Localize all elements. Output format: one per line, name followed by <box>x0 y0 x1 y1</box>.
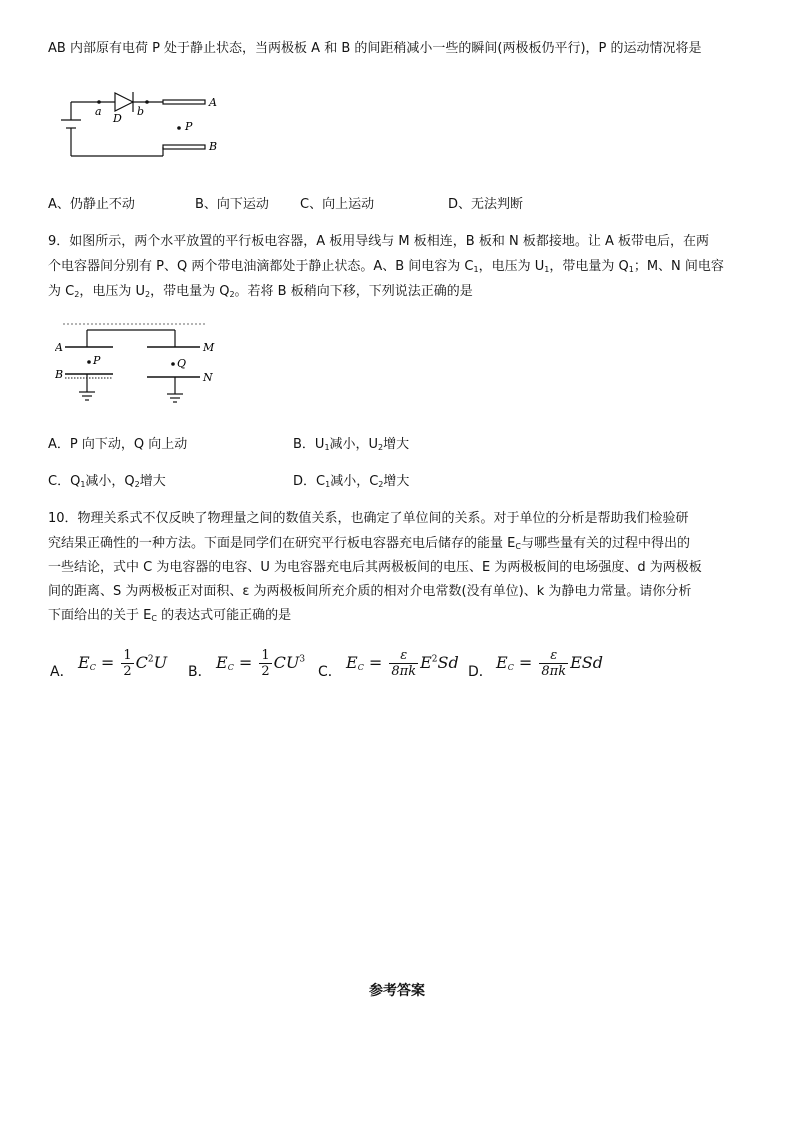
q9-line-2: 个电容器间分别有 P、Q 两个带电油滴都处于静止状态。A、B 间电容为 $C_1$，电压为 $U_1$，带电量为 $Q_1$；M、N 间电容 <box>48 259 724 274</box>
answer-key-heading: 参考答案 <box>369 983 425 999</box>
q9-option-d: D．$C_1$减小，$C_2$增大 <box>293 474 410 489</box>
q10-line-5: 下面给出的关于 $E_C$ 的表达式可能正确的是 <box>48 608 292 623</box>
q9-option-a: A．P 向下动，Q 向上动 <box>48 437 188 452</box>
q8-label-a: a <box>95 105 102 118</box>
q8-label-A: A <box>209 96 217 109</box>
q10-line-1: 10．物理关系式不仅反映了物理量之间的数值关系，也确定了单位间的关系。对于单位的分析是帮助我们检验研 <box>48 511 689 526</box>
q9-capacitor-diagram <box>55 322 230 412</box>
q9-label-N: N <box>203 371 213 384</box>
q8-label-b: b <box>137 105 145 118</box>
q8-label-P: P <box>185 120 193 133</box>
q8-option-a: A、仍静止不动 <box>48 197 135 212</box>
q9-label-Q: Q <box>177 357 187 370</box>
q10-line-4: 间的距离、S 为两极板正对面积、ε 为两极板间所充介质的相对介电常数(没有单位)、k 为静电力常量。请你分析 <box>48 584 692 599</box>
q8-option-d: D、无法判断 <box>448 197 524 212</box>
q8-label-B: B <box>209 140 218 153</box>
q8-option-c: C、向上运动 <box>300 197 375 212</box>
q8-label-D: D <box>113 112 122 125</box>
q8-circuit-diagram <box>55 88 235 166</box>
q9-line-3: 为 $C_2$，电压为 $U_2$，带电量为 $Q_2$。若将 B 板稍向下移，下列说法正确的是 <box>48 284 473 299</box>
q9-label-B: B <box>55 368 64 381</box>
q9-label-A: A <box>55 341 63 354</box>
q8-option-b: B、向下运动 <box>195 197 269 212</box>
q10-line-3: 一些结论，式中 C 为电容器的电容、U 为电容器充电后其两极板间的电压、E 为两极板间的电场强度、d 为两极板 <box>48 560 702 575</box>
q9-line-1: 9．如图所示，两个水平放置的平行板电容器，A 板用导线与 M 板相连，B 板和 N 板都接地。让 A 板带电后，在两 <box>48 234 709 249</box>
q9-option-b: B．$U_1$减小，$U_2$增大 <box>293 437 410 452</box>
q8-stem: AB 内部原有电荷 P 处于静止状态，当两极板 A 和 B 的间距稍减小一些的瞬间(两极板仍平行)，P 的运动情况将是 <box>48 41 702 56</box>
q10-line-2: 究结果正确性的一种方法。下面是同学们在研究平行板电容器充电后储存的能量 $E_C$与哪些量有关的过程中得出的 <box>48 536 690 551</box>
q9-option-c: C．$Q_1$减小，$Q_2$增大 <box>48 474 166 489</box>
q9-label-M: M <box>203 341 215 354</box>
q9-label-P: P <box>93 354 101 367</box>
